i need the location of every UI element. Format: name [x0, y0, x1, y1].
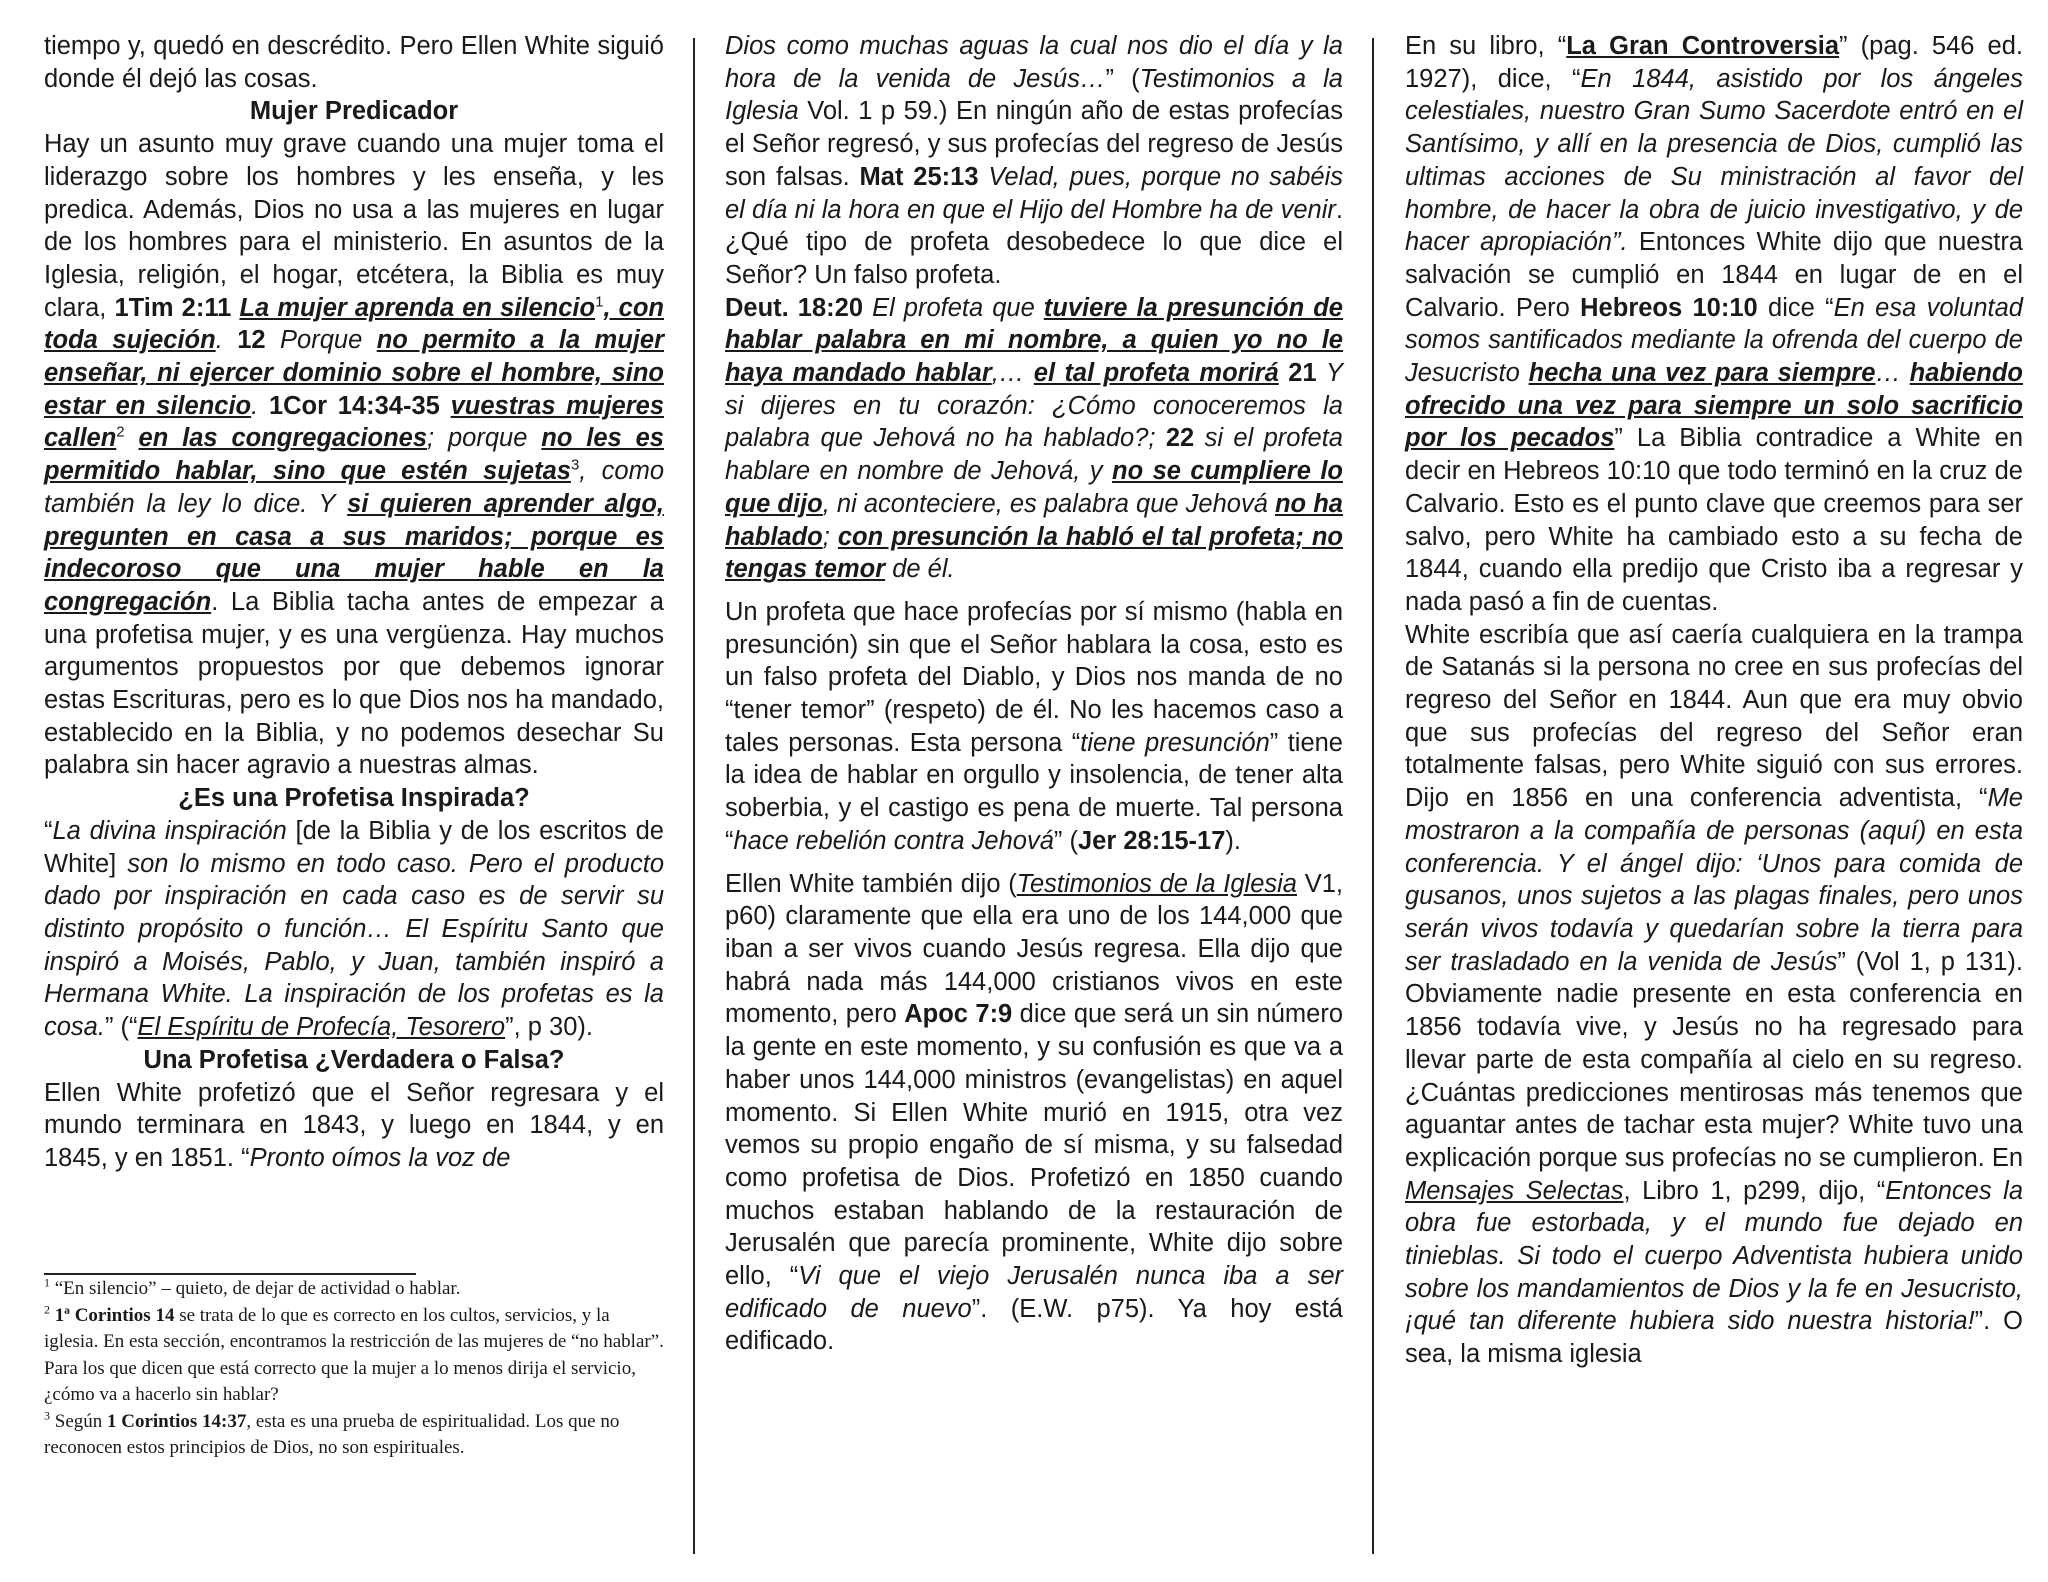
verdadera-paragraph: Ellen White profetizó que el Señor regresara y el mundo terminara en 1843, y luego en 1844, y en 1845, y en 1851. “Pronto oímos la voz de: [44, 1078, 664, 1172]
column-1: [44, 30, 664, 1175]
heading-verdadera-o-falsa: Una Profetisa ¿Verdadera o Falsa?: [143, 1045, 565, 1074]
footnote-3: $^3$ Según 1 Corintios 14:37, esta es una prueba de espiritualidad. Los que no reconocen estos principios de Dios, no son espirituales.: [44, 1408, 620, 1458]
inspiracion-paragraph: “La divina inspiración [de la Biblia y de los escritos de White] son lo mismo en todo caso. Pero el producto dado por inspiración en cada caso es de servir su distinto propósito o función… El Espíritu Santo que inspiró a Moisés, Pablo, y Juan, también inspiró a Hermana White. La inspiración de los profetas es la cosa.” (“El Espíritu de Profecía, Tesorero”, p 30).: [44, 816, 664, 1042]
testimonios-paragraph: Dios como muchas aguas la cual nos dio el día y la hora de la venida de Jesús…” (Testimonios a la Iglesia Vol. 1 p 59.) En ningún año de estas profecías el Señor regresó, y sus profecías del regreso de Jesús son falsas. Mat 25:13 Velad, pues, porque no sabéis el día ni la hora en que el Hijo del Hombre ha de venir. ¿Qué tipo de profeta desobedece lo que dice el Señor? Un falso profeta.: [725, 32, 1343, 289]
footnotes: [44, 1276, 664, 1462]
heading-mujer-predicador: Mujer Predicador: [249, 97, 459, 126]
mujer-predicador-paragraph: Hay un asunto muy grave cuando una mujer toma el liderazgo sobre los hombres y les enseña, y les predica. Además, Dios no usa a las mujeres en lugar de los hombres para el ministerio. En asuntos de la Iglesia, religión, el hogar, etcétera, la Biblia es muy clara, 1Tim 2:11 La mujer aprenda en silencio$^1$, con toda sujeción. 12 Porque no permito a la mujer enseñar, ni ejercer dominio sobre el hombre, sino estar en silencio. 1Cor 14:34-35 vuestras mujeres callen$^2$ en las congregaciones; porque no les es permitido hablar, sino que estén sujetas$^3$, como también la ley lo dice. Y si quieren aprender algo, pregunten en casa a sus maridos; porque es indecoroso que una mujer hable en la congregación. La Biblia tacha antes de empezar a una profetisa mujer, y es una vergüenza. Hay muchos argumentos propuestos por que debemos ignorar estas Escrituras, pero es lo que Dios nos ha mandado, establecido en la Biblia, y no podemos desechar Su palabra sin hacer agravio a nuestras almas.: [44, 130, 665, 780]
column-divider-2: [1372, 38, 1374, 1554]
falso-profeta-paragraph: Un profeta que hace profecías por sí mismo (habla en presunción) sin que el Señor hablara la cosa, esto es un falso profeta del Diablo, y Dios nos manda de no “tener temor” (respeto) de él. No les hacemos caso a tales personas. Esta persona “tiene presunción” tiene la idea de hablar en orgullo y insolencia, de tener alta soberbia, y el castigo es pena de muerte. Tal persona “hace rebelión contra Jehová” (Jer 28:15-17).: [725, 597, 1343, 855]
ellen-white-paragraph: Ellen White también dijo (Testimonios de la Iglesia V1, p60) claramente que ella era uno de los 144,000 que iban a ser vivos cuando Jesús regresa. Ella dijo que habrá nada más 144,000 cristianos vivos en este momento, pero Apoc 7:9 dice que será un sin número la gente en este momento, y su confusión es que va a haber unos 144,000 ministros (evangelistas) en aquel momento. Si Ellen White murió en 1915, otra vez vemos su propio engaño de sí misma, y su falsedad como profetisa de Dios. Profetizó en 1850 cuando muchos estaban hablando de la restauración de Jerusalén que parecía prominente, White dijo sobre ello, “Vi que el viejo Jerusalén nunca iba a ser edificado de nuevo”. (E.W. p75). Ya hoy está edificado.: [725, 869, 1344, 1356]
gran-controversia-paragraph: En su libro, “La Gran Controversia” (pag. 546 ed. 1927), dice, “En 1844, asistido por los ángeles celestiales, nuestro Gran Sumo Sacerdote entró en el Santísimo, y allí en la presencia de Dios, cumplió las ultimas acciones de Su ministración al favor del hombre, de hacer la obra de juicio investigativo, y de hacer apropiación”. Entonces White dijo que nuestra salvación se cumplió en 1844 en lugar de en el Calvario. Pero Hebreos 10:10 dice “En esa voluntad somos santificados mediante la ofrenda del cuerpo de Jesucristo hecha una vez para siempre… habiendo ofrecido una vez para siempre un solo sacrificio por los pecados” La Biblia contradice a White en decir en Hebreos 10:10 que todo terminó en la cruz de Calvario. Esto es el punto clave que creemos para ser salvo, pero White ha cambiado esto a su fecha de 1844, cuando ella predijo que Cristo iba a regresar y nada pasó a fin de cuentas.: [1405, 32, 2024, 616]
footnote-separator: [44, 1273, 416, 1275]
column-divider-1: [693, 38, 695, 1554]
footnote-2: $^2$ 1ª Corintios 14 se trata de lo que es correcto en los cultos, servicios, y la iglesia. En esta sección, encontramos la restricción de las mujeres de “no hablar”. Para los que dicen que está correcto que la mujer a lo menos dirija el servicio, ¿cómo va a hacerlo sin hablar?: [44, 1302, 664, 1405]
footnote-1: $^1$ “En silencio” – quieto, de dejar de actividad o hablar.: [44, 1275, 461, 1299]
column-3: [1405, 30, 2023, 1371]
trampa-satanas-paragraph: White escribía que así caería cualquiera en la trampa de Satanás si la persona no cree en sus profecías del regreso del Señor en 1844. Aun que era muy obvio que sus profecías del regreso del Señor eran totalmente falsas, pero White siguió con sus errores. Dijo en 1856 en una conferencia adventista, “Me mostraron a la compañía de personas (aquí) en esta conferencia. Y el ángel dijo: ‘Unos para comida de gusanos, unos sujetos a las plagas finales, pero unos serán vivos todavía y quedarían sobre la tierra para ser trasladado en la venida de Jesús” (Vol 1, p 131). Obviamente nadie presente en esta conferencia en 1856 todavía vive, y Jesús no ha regresado para llevar parte de esta compañía al cielo en su regreso. ¿Cuántas predicciones mentirosas más tenemos que aguantar antes de tachar esta mujer? White tuvo una explicación porque sus profecías no se cumplieron. En Mensajes Selectas, Libro 1, p299, dijo, “Entonces la obra fue estorbada, y el mundo fue dejado en tinieblas. Si todo el cuerpo Adventista hubiera unido sobre los mandamientos de Dios y la fe en Jesucristo, ¡qué tan diferente hubiera sido nuestra historia!”. O sea, la misma iglesia: [1405, 620, 2024, 1369]
intro-paragraph: tiempo y, quedó en descrédito. Pero Ellen White siguió donde él dejó las cosas.: [44, 32, 664, 93]
heading-profetisa-inspirada: ¿Es una Profetisa Inspirada?: [178, 784, 530, 813]
deuteronomio-paragraph: Deut. 18:20 El profeta que tuviere la presunción de hablar palabra en mi nombre, a quien yo no le haya mandado hablar,… el tal profeta morirá 21 Y si dijeres en tu corazón: ¿Cómo conoceremos la palabra que Jehová no ha hablado?; 22 si el profeta hablare en nombre de Jehová, y no se cumpliere lo que dijo, ni aconteciere, es palabra que Jehová no ha hablado; con presunción la habló el tal profeta; no tengas temor de él.: [725, 293, 1343, 584]
column-2: [725, 30, 1343, 1358]
